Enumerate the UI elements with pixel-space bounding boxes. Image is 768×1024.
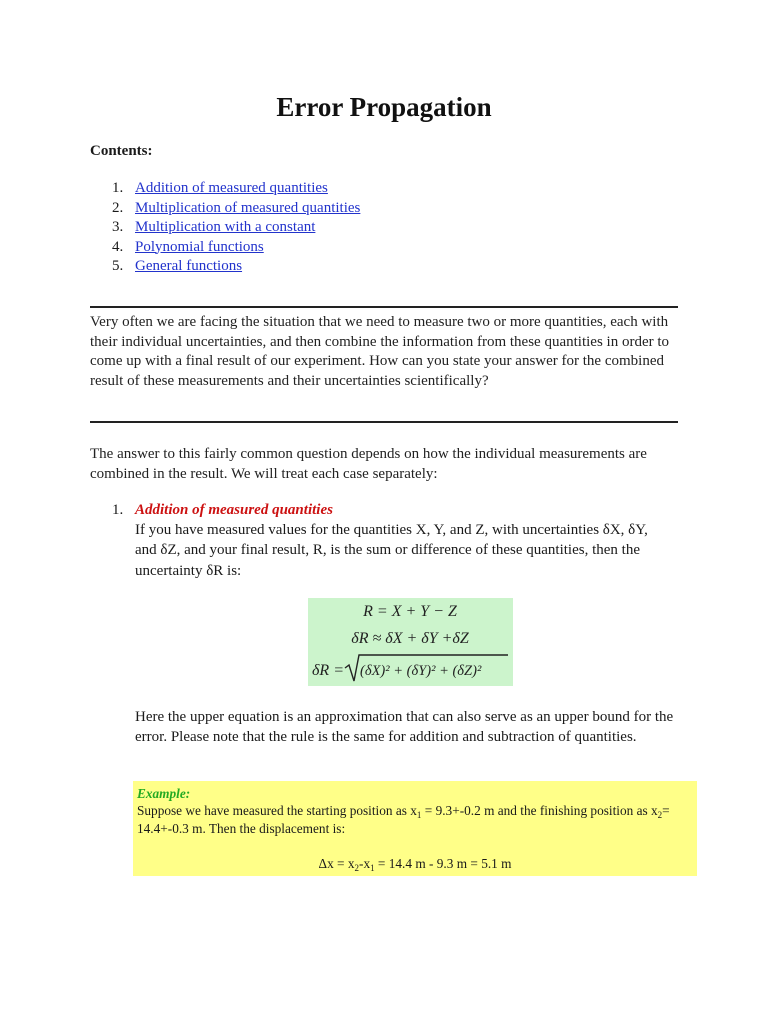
toc-item-polynomial	[90, 238, 360, 258]
subscript: 2	[354, 863, 360, 873]
formula-sum: R = X + Y − Z	[363, 603, 457, 620]
formula-graphic	[308, 598, 513, 686]
toc-link-addition[interactable]: Addition of measured quantities	[135, 180, 328, 196]
page-title: Error Propagation	[276, 92, 492, 122]
toc-link-constant[interactable]: Multiplication with a constant	[135, 219, 316, 235]
answer-paragraph: The answer to this fairly common question depends on how the individual measurements are combined in the result. We will treat each case separately:	[90, 446, 647, 482]
formula-quadrature-radicand: (δX)² + (δY)² + (δZ)²	[360, 663, 482, 679]
equation-part: Δx = x	[318, 856, 355, 871]
example-equation	[133, 855, 697, 873]
formula-quadrature-lhs: δR =	[311, 662, 344, 679]
example-text-part: = 14.4+-0.3 m. Then the displacement is:	[137, 803, 670, 836]
toc-item-general	[90, 257, 360, 277]
subscript: 1	[370, 863, 375, 873]
toc-item-addition	[90, 179, 360, 199]
section-title-addition: Addition of measured quantities	[135, 502, 333, 518]
section-number: 1.	[112, 502, 124, 518]
example-label: Example:	[137, 786, 191, 801]
toc-item-constant	[90, 218, 360, 238]
equation-part: -x	[359, 856, 371, 871]
toc-number: 4.	[112, 238, 124, 255]
example-text-part: = 9.3+-0.2 m and the finishing position as x	[421, 803, 658, 818]
intro-paragraph: Very often we are facing the situation that we need to measure two or more quantities, each with their individual uncertainties, and then combine the information from these quantities in order to come up with a final result of our experiment. How can you state your answer for the combined result of these measurements and their uncertainties scientifically?	[90, 314, 670, 389]
formula-linear-bound: δR ≈ δX + δY +δZ	[351, 630, 469, 647]
example-text-part: Suppose we have measured the starting position as x	[137, 803, 417, 818]
toc-number: 5.	[112, 258, 124, 274]
divider-bottom	[90, 421, 678, 423]
example-box	[133, 781, 697, 876]
toc-number: 2.	[112, 199, 124, 216]
contents-label: Contents:	[90, 143, 153, 159]
toc-number: 3.	[112, 219, 124, 235]
toc-link-polynomial[interactable]: Polynomial functions	[135, 238, 264, 255]
section-addition-note: Here the upper equation is an approximation that can also serve as an upper bound for the error. Please note that the rule is the same for addition and subtraction of quantities.	[135, 709, 674, 745]
subscript: 2	[657, 810, 663, 820]
table-of-contents	[90, 179, 360, 277]
divider-top	[90, 306, 678, 308]
equation-part: = 14.4 m - 9.3 m = 5.1 m	[374, 856, 512, 871]
formula-box	[308, 598, 513, 686]
subscript: 1	[416, 810, 422, 820]
section-addition-text: If you have measured values for the quantities X, Y, and Z, with uncertainties δX, δY, and δZ, and your final result, R, is the sum or difference of these quantities, then the uncertainty δR is:	[135, 522, 648, 579]
toc-number: 1.	[112, 180, 124, 196]
toc-link-multiplication[interactable]: Multiplication of measured quantities	[135, 199, 361, 216]
toc-item-multiplication	[90, 199, 360, 219]
toc-link-general[interactable]: General functions	[135, 258, 243, 274]
example-text	[137, 802, 693, 838]
